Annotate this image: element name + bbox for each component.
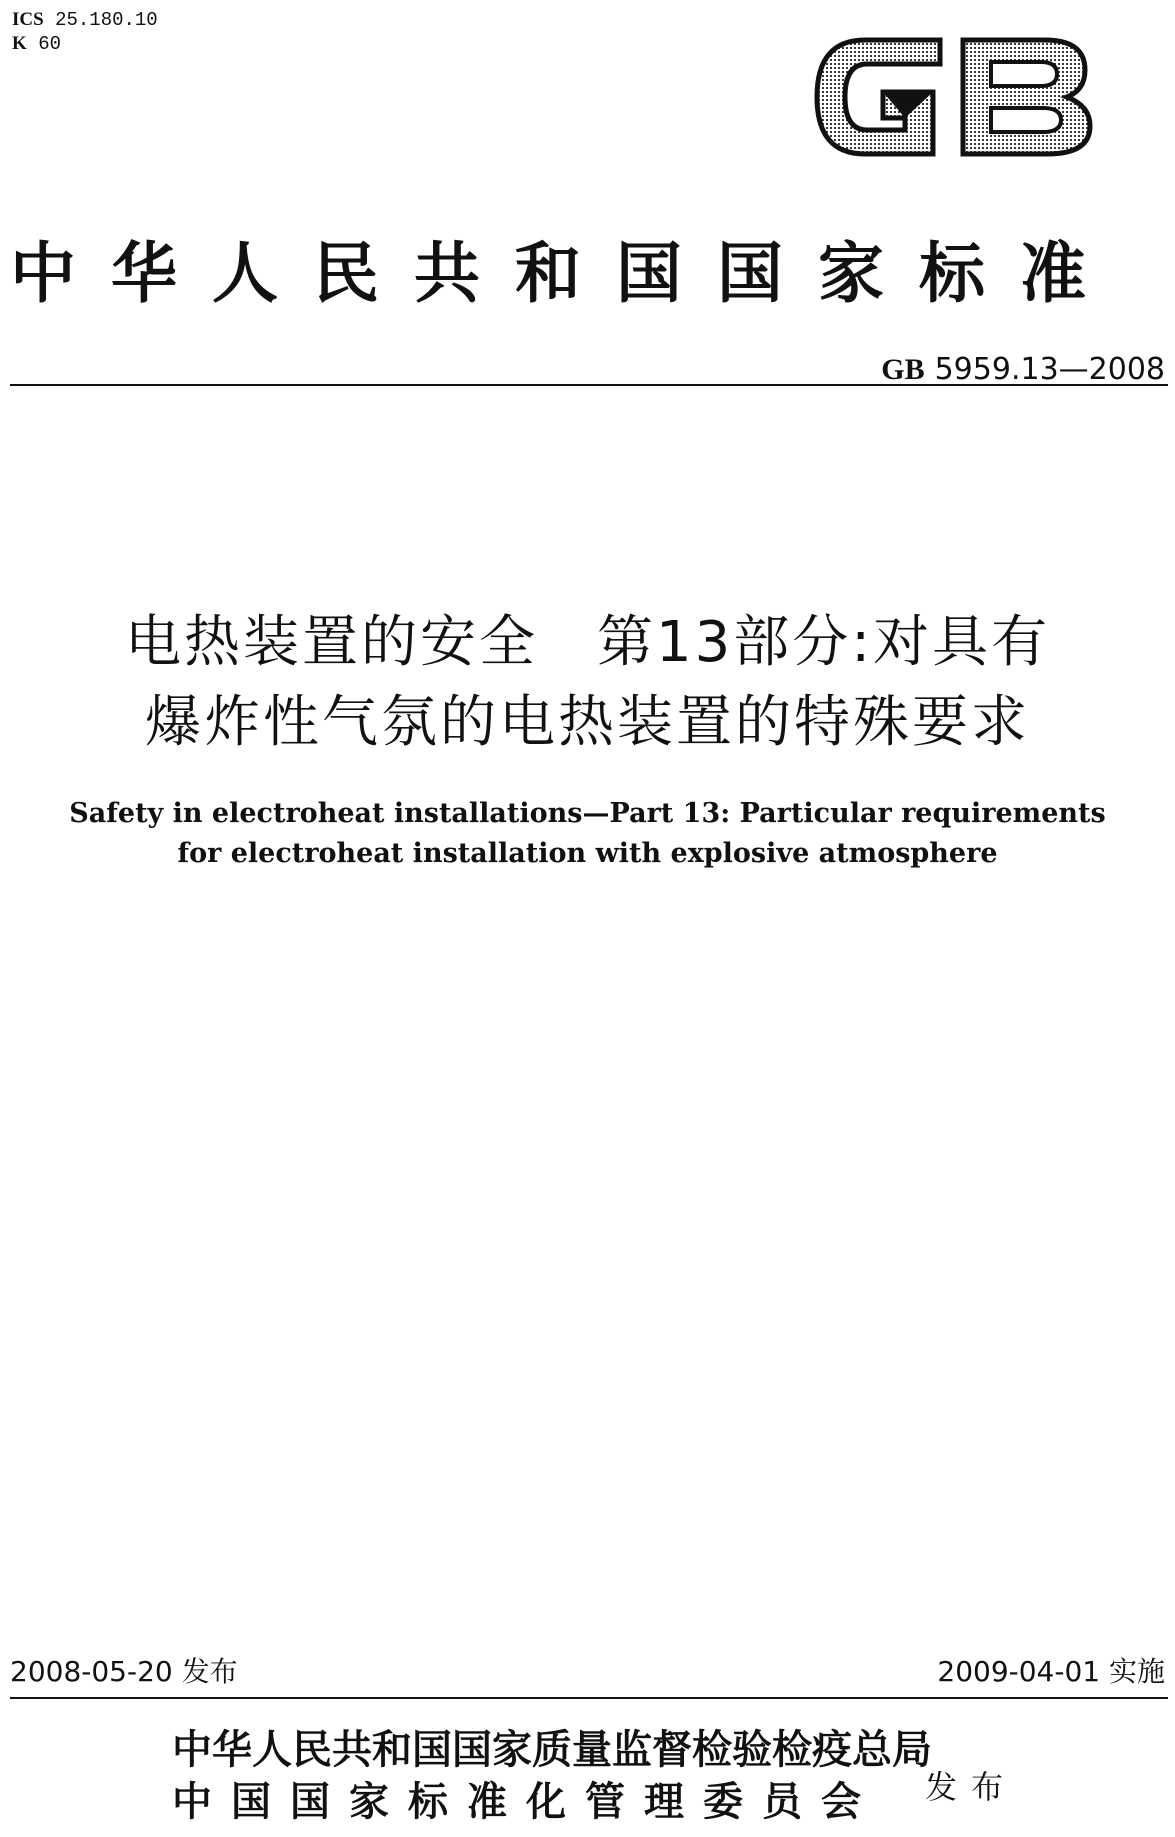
issue-date: 2008-05-20 发布 bbox=[10, 1655, 238, 1688]
publish-label: 发布 bbox=[925, 1768, 1018, 1806]
header-divider bbox=[10, 384, 1168, 386]
title-cn-line1: 电热装置的安全 第13部分:对具有 bbox=[124, 610, 1051, 675]
ccs-code: K 60 bbox=[12, 33, 61, 55]
issuer-aqsiq: 中华人民共和国国家质量监督检验检疫总局 bbox=[172, 1726, 932, 1773]
ics-code: ICS 25.180.10 bbox=[12, 9, 158, 31]
title-cn-line2: 爆炸性气氛的电热装置的特殊要求 bbox=[145, 690, 1030, 755]
standard-prefix: GB bbox=[881, 353, 925, 386]
national-standard-title: 中华人民共和国国家标准 bbox=[10, 234, 1121, 312]
title-en-line1: Safety in electroheat installations—Part 13: Particular requirements bbox=[69, 798, 1106, 829]
classification-codes bbox=[12, 8, 158, 56]
implementation-date: 2009-04-01 实施 bbox=[937, 1655, 1165, 1688]
standard-number bbox=[881, 352, 1165, 387]
issuer-sac: 中国国家标准化管理委员会 bbox=[172, 1778, 880, 1825]
footer-divider bbox=[10, 1697, 1168, 1699]
standard-number-value: 5959.13—2008 bbox=[934, 352, 1165, 387]
gb-logo-text: GB bbox=[955, 170, 957, 171]
title-en-line2: for electroheat installation with explosive atmosphere bbox=[177, 838, 998, 869]
gb-logo bbox=[805, 22, 1105, 172]
